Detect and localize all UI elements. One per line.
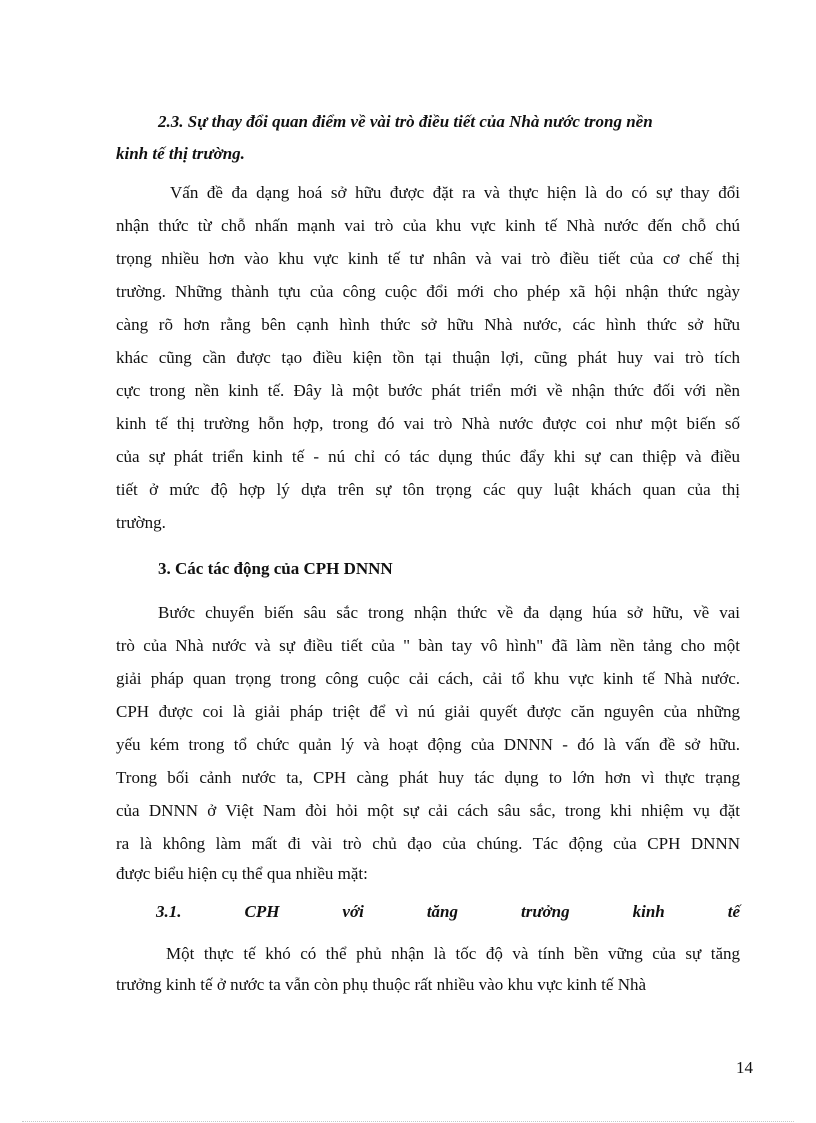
heading-2-3-line1: 2.3. Sự thay đổi quan điểm về vài trò điều tiết của Nhà nước trong nền (158, 112, 653, 131)
paragraph2-line: được biểu hiện cụ thể qua nhiều mặt: (116, 864, 368, 883)
paragraph1-line: trường. (116, 513, 166, 532)
paragraph2-line: ra là không làm mất đi vài trò chủ đạo của chúng. Tác động của CPH DNNN (116, 834, 740, 853)
paragraph2-line: Trong bối cảnh nước ta, CPH càng phát huy tác dụng to lớn hơn vì thực trạng (116, 768, 740, 787)
paragraph1-line: trọng nhiều hơn vào khu vực kinh tế tư nhân và vai trò điều tiết của cơ chế thị (116, 249, 740, 268)
heading-2-3-line2: kinh tế thị trường. (116, 144, 245, 163)
paragraph1-line: trường. Những thành tựu của công cuộc đổi mới cho phép xã hội nhận thức ngày (116, 282, 740, 301)
paragraph2-line: trò của Nhà nước và sự điều tiết của " bàn tay vô hình" đã làm nền tảng cho một (116, 636, 740, 655)
paragraph3-line: Một thực tế khó có thể phủ nhận là tốc độ và tính bền vững của sự tăng (166, 944, 740, 963)
paragraph2-line: CPH được coi là giải pháp triệt để vì nú giải quyết được căn nguyên của những (116, 702, 740, 721)
page-number: 14 (736, 1058, 753, 1077)
section-3-heading: 3. Các tác động của CPH DNNN (158, 559, 393, 578)
paragraph1-line: càng rõ hơn rằng bên cạnh hình thức sở hữu Nhà nước, các hình thức sở hữu (116, 315, 740, 334)
paragraph1-line: nhận thức từ chỗ nhấn mạnh vai trò của khu vực kinh tế Nhà nước đến chỗ chú (116, 216, 740, 235)
paragraph2-line: yếu kém trong tổ chức quản lý và hoạt động của DNNN - đó là vấn đề sở hữu. (116, 735, 740, 754)
subsection-3-1-heading: 3.1. CPH với tăng trưởng kinh tế (156, 902, 740, 921)
paragraph1-line: Vấn đề đa dạng hoá sở hữu được đặt ra và thực hiện là do có sự thay đổi (170, 183, 740, 202)
paragraph1-line: kinh tế thị trường hỗn hợp, trong đó vai trò Nhà nước được coi như một biến số (116, 414, 740, 433)
paragraph3-line: trưởng kinh tế ở nước ta vẫn còn phụ thuộc rất nhiều vào khu vực kinh tế Nhà (116, 975, 647, 994)
paragraph1-line: tiết ở mức độ hợp lý dựa trên sự tôn trọng các quy luật khách quan của thị (116, 480, 740, 499)
paragraph2-line: của DNNN ở Việt Nam đòi hỏi một sự cải cách sâu sắc, trong khi nhiệm vụ đặt (116, 801, 740, 820)
paragraph1-line: cực trong nền kinh tế. Đây là một bước phát triển mới về nhận thức đối với nền (116, 381, 740, 400)
footer-divider (22, 1121, 794, 1122)
paragraph1-line: của sự phát triển kinh tế - nú chỉ có tác dụng thúc đẩy khi sự can thiệp và điều (116, 447, 740, 466)
paragraph2-line: giải pháp quan trọng trong công cuộc cải cách, cải tổ khu vực kinh tế Nhà nước. (116, 669, 740, 688)
paragraph1-line: khác cũng cần được tạo điều kiện tồn tại thuận lợi, cũng phát huy vai trò tích (116, 348, 740, 367)
paragraph2-line: Bước chuyển biến sâu sắc trong nhận thức về đa dạng húa sở hữu, về vai (158, 603, 740, 622)
